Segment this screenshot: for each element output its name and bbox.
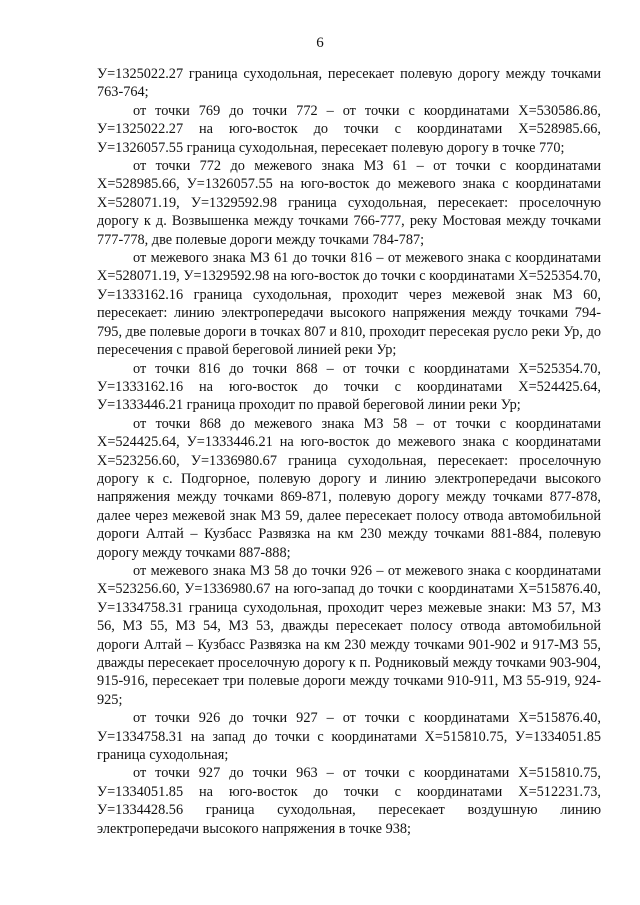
paragraph-8: от точки 926 до точки 927 – от точки с координатами Х=515876.40, У=1334758.31 на запад до точки с координатами Х=515810.75, У=1334051.85 граница суходольная; [97, 710, 601, 764]
paragraph-5: от точки 816 до точки 868 – от точки с координатами Х=525354.70, У=1333162.16 на юго-восток до точки с координатами Х=524425.64, У=1333446.21 граница проходит по правой береговой линии реки Ур; [97, 360, 601, 414]
paragraph-3: от точки 772 до межевого знака МЗ 61 – от точки с координатами Х=528985.66, У=1326057.55 на юго-восток до межевого знака с координатами Х=528071.19, У=1329592.98 граница суходольная, пересекает: проселочную дорогу к д. Возвышенка между точками 766-777, реку Мостовая между точками 777-778, две полевые дороги между точками 784-787; [97, 158, 601, 248]
paragraph-9: от точки 927 до точки 963 – от точки с координатами Х=515810.75, У=1334051.85 на юго-восток до точки с координатами Х=512231.73, У=1334428.56 граница суходольная, пересекает воздушную линию электропередачи высокого напряжения в точке 938; [97, 765, 601, 837]
paragraph-2: от точки 769 до точки 772 – от точки с координатами Х=530586.86, У=1325022.27 на юго-восток до точки с координатами Х=528985.66, У=1326057.55 граница суходольная, пересекает полевую дорогу в точке 770; [97, 102, 601, 156]
paragraph-7: от межевого знака МЗ 58 до точки 926 – от межевого знака с координатами Х=523256.60, У=1336980.67 на юго-запад до точки с координатами Х=515876.40, У=1334758.31 граница суходольная, проходит через межевые знаки: МЗ 57, МЗ 56, МЗ 55, МЗ 54, МЗ 53, дважды пересекает полосу отвода автомобильной дороги Алтай – Кузбасс Развязка на км 230 между точками 901-902 и 917-МЗ 55, дважды пересекает проселочную дорогу к п. Родниковый между точками 903-904, 915-916, пересекает три полевые дороги между точками 910-911, МЗ 55-919, 924-925; [97, 562, 601, 708]
paragraph-6: от точки 868 до межевого знака МЗ 58 – от точки с координатами Х=524425.64, У=1333446.21 на юго-восток до межевого знака с координатами Х=523256.60, У=1336980.67 граница суходольная, пересекает: проселочную дорогу к с. Подгорное, полевую дорогу и линию электропередачи высокого напряжения между точками 869-871, полевую дорогу между точками 877-878, далее через межевой знак МЗ 59, далее пересекает полосу отвода автомобильной дороги Алтай – Кузбасс Развязка на км 230 между точками 881-884, полевую дорогу между точками 887-888; [97, 415, 601, 561]
paragraph-4: от межевого знака МЗ 61 до точки 816 – от межевого знака с координатами Х=528071.19, У=1329592.98 на юго-восток до точки с координатами Х=525354.70, У=1333162.16 граница суходольная, проходит через межевой знак МЗ 60, пересекает: линию электропередачи высокого напряжения между точками 794-795, две полевые дороги в точках 807 и 810, проходит пересекая русло реки Ур, до пересечения с правой береговой линией реки Ур; [97, 250, 601, 359]
paragraph-1: У=1325022.27 граница суходольная, пересекает полевую дорогу между точками 763-764; [97, 66, 601, 101]
document-body [97, 65, 601, 838]
page-number: 6 [316, 35, 324, 51]
